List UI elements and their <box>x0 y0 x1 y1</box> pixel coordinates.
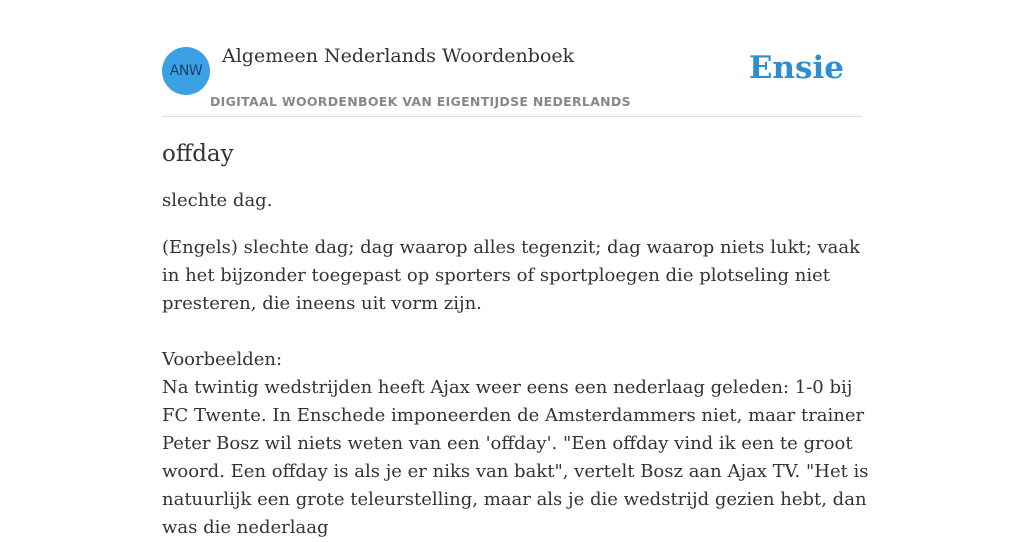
entry-content <box>162 136 872 542</box>
site-title[interactable]: Algemeen Nederlands Woordenboek <box>222 45 575 67</box>
anw-logo[interactable]: ANW <box>162 47 210 95</box>
site-header <box>162 40 862 117</box>
short-definition: slechte dag. <box>162 190 273 211</box>
site-subtitle: DIGITAAL WOORDENBOEK VAN EIGENTIJDSE NEDERLANDS <box>210 94 631 109</box>
ensie-logo[interactable]: Ensie <box>748 50 844 86</box>
long-definition: (Engels) slechte dag; dag waarop alles tegenzit; dag waarop niets lukt; vaak in het bijzonder toegepast op sporters of sportploegen die plotseling niet presteren, die ineens uit vorm zijn. Voorbeelden: Na twintig wedstrijden heeft Ajax weer eens een nederlaag geleden: 1-0 bij FC Twente. In Enschede imponeerden de Amsterdammers niet, maar trainer Peter Bosz wil niets weten van een 'offday'. "Een offday vind ik een te groot woord. Een offday is als je er niks van bakt", vertelt Bosz aan Ajax TV. "Het is natuurlijk een grote teleurstelling, maar als je die wedstrijd gezien hebt, dan was die nederlaag <box>162 237 869 538</box>
entry-word: offday <box>162 141 234 167</box>
